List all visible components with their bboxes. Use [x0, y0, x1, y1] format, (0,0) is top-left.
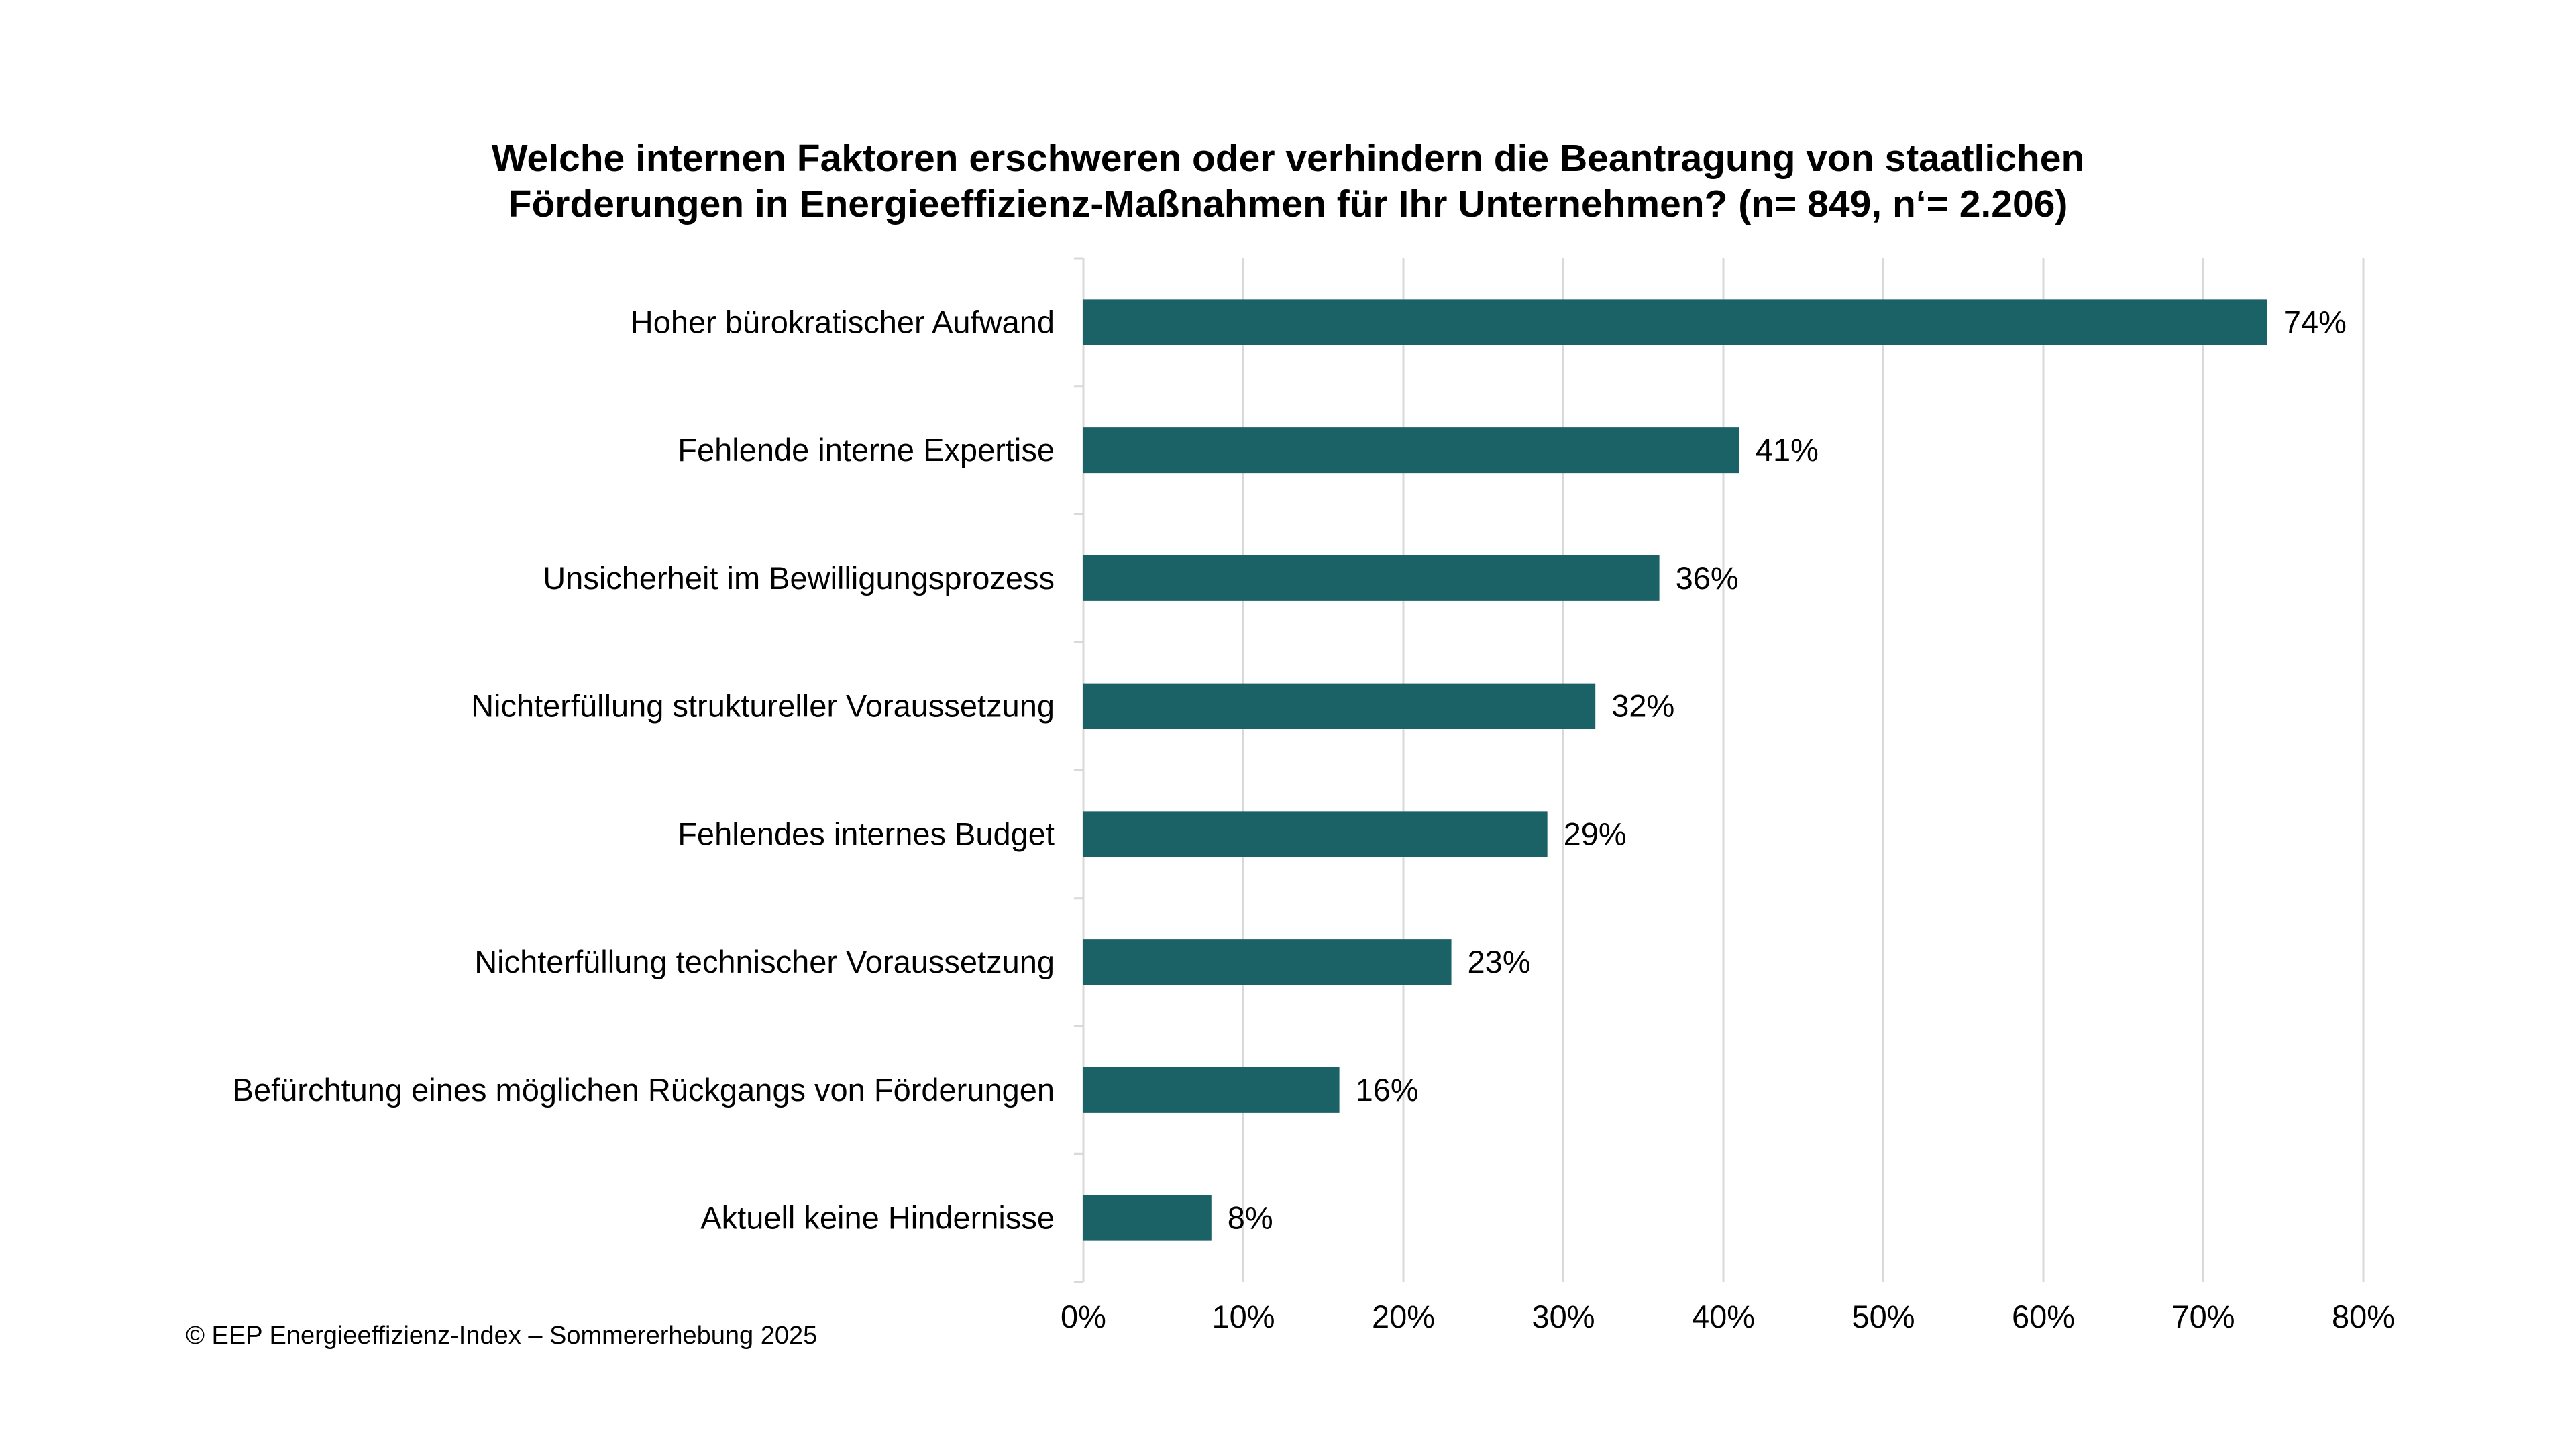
x-tick-label-80: 80% [2331, 1299, 2396, 1334]
category-labels [233, 304, 1055, 1235]
value-label-1: 41% [1755, 432, 1819, 468]
x-tick-label-20: 20% [1371, 1299, 1436, 1334]
bars [1083, 299, 2267, 1240]
x-axis-tick-labels [1061, 1299, 2395, 1334]
value-label-6: 16% [1355, 1071, 1419, 1108]
source-footnote: © EEP Energieeffizienz-Index – Sommererhebung 2025 [186, 1322, 818, 1350]
category-label-4: Fehlendes internes Budget [678, 816, 1055, 852]
category-label-0: Hoher bürokratischer Aufwand [630, 304, 1055, 340]
x-tick-label-30: 30% [1532, 1299, 1595, 1334]
category-label-7: Aktuell keine Hindernisse [700, 1199, 1055, 1236]
x-tick-label-70: 70% [2171, 1299, 2235, 1334]
x-tick-label-40: 40% [1691, 1299, 1756, 1334]
grid-lines [1244, 258, 2364, 1282]
chart-title [492, 137, 2085, 225]
x-tick-label-60: 60% [2011, 1299, 2076, 1334]
category-axis [1074, 258, 1083, 1282]
bar-5 [1083, 939, 1452, 985]
category-label-1: Fehlende interne Expertise [678, 432, 1055, 468]
value-label-0: 74% [2283, 304, 2347, 340]
category-label-2: Unsicherheit im Bewilligungsprozess [543, 559, 1055, 596]
bar-3 [1083, 684, 1595, 729]
value-label-4: 29% [1563, 816, 1627, 852]
category-label-5: Nichterfüllung technischer Voraussetzung [474, 944, 1055, 980]
bar-0 [1083, 299, 2267, 345]
value-label-3: 32% [1611, 688, 1675, 724]
value-label-5: 23% [1467, 944, 1531, 980]
chart-title-line-2: Förderungen in Energieeffizienz-Maßnahmen für Ihr Unternehmen? (n= 849, n‘= 2.206) [508, 182, 2068, 225]
bar-4 [1083, 811, 1548, 857]
value-label-7: 8% [1227, 1199, 1273, 1236]
bar-2 [1083, 555, 1660, 601]
bar-1 [1083, 427, 1739, 473]
x-tick-label-10: 10% [1212, 1299, 1275, 1334]
category-label-6: Befürchtung eines möglichen Rückgangs von Förderungen [232, 1071, 1055, 1108]
category-label-3: Nichterfüllung struktureller Voraussetzung [471, 688, 1055, 724]
value-label-2: 36% [1675, 559, 1739, 596]
x-tick-label-50: 50% [1851, 1299, 1915, 1334]
x-tick-label-0: 0% [1061, 1299, 1106, 1334]
bar-7 [1083, 1195, 1212, 1241]
bar-6 [1083, 1067, 1340, 1113]
chart-title-line-1: Welche internen Faktoren erschweren oder verhindern die Beantragung von staatlichen [491, 137, 2085, 180]
